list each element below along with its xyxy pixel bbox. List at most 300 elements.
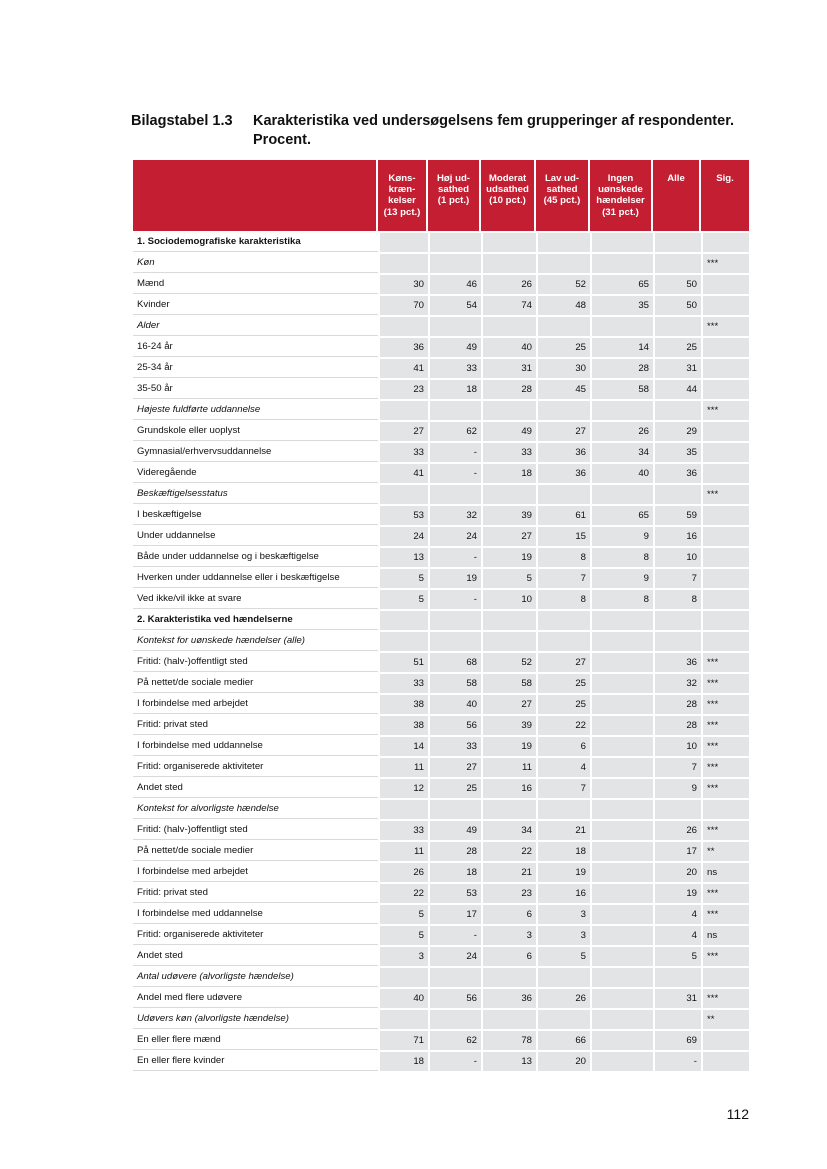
header-row-label-cell xyxy=(133,160,378,231)
value-cell: 40 xyxy=(590,462,653,483)
value-cell: 33 xyxy=(378,441,428,462)
value-cell: 58 xyxy=(590,378,653,399)
value-cell: 36 xyxy=(653,651,701,672)
row-label: Fritid: privat sted xyxy=(133,882,378,903)
value-cell: 25 xyxy=(428,777,481,798)
table-row xyxy=(133,924,749,945)
subheading-row xyxy=(133,798,749,819)
value-cell xyxy=(378,399,428,420)
value-cell xyxy=(590,798,653,819)
table-heading xyxy=(131,112,751,150)
value-cell: 36 xyxy=(536,441,590,462)
value-cell: 18 xyxy=(481,462,536,483)
value-cell xyxy=(428,399,481,420)
row-label: Fritid: organiserede aktiviteter xyxy=(133,924,378,945)
significance-cell: *** xyxy=(701,252,749,273)
value-cell xyxy=(428,630,481,651)
value-cell: 25 xyxy=(536,672,590,693)
value-cell xyxy=(590,861,653,882)
value-cell: 27 xyxy=(378,420,428,441)
value-cell: 21 xyxy=(481,861,536,882)
significance-cell: ns xyxy=(701,924,749,945)
table-row xyxy=(133,819,749,840)
row-label: Under uddannelse xyxy=(133,525,378,546)
row-label: En eller flere mænd xyxy=(133,1029,378,1050)
value-cell: 19 xyxy=(481,735,536,756)
table-row xyxy=(133,357,749,378)
significance-cell xyxy=(701,231,749,252)
row-label: Beskæftigelsesstatus xyxy=(133,483,378,504)
significance-cell: *** xyxy=(701,672,749,693)
value-cell: 8 xyxy=(536,546,590,567)
row-label: Grundskole eller uoplyst xyxy=(133,420,378,441)
table-body xyxy=(133,231,749,1071)
significance-cell xyxy=(701,609,749,630)
subheading-row xyxy=(133,252,749,273)
row-label: 16-24 år xyxy=(133,336,378,357)
value-cell: 5 xyxy=(481,567,536,588)
row-label: Køn xyxy=(133,252,378,273)
table-row xyxy=(133,588,749,609)
value-cell: 70 xyxy=(378,294,428,315)
row-label: 35-50 år xyxy=(133,378,378,399)
value-cell: - xyxy=(428,462,481,483)
value-cell xyxy=(481,483,536,504)
row-label: Højeste fuldførte uddannelse xyxy=(133,399,378,420)
value-cell: 18 xyxy=(536,840,590,861)
value-cell xyxy=(428,315,481,336)
row-label: En eller flere kvinder xyxy=(133,1050,378,1071)
value-cell: 33 xyxy=(378,672,428,693)
value-cell: 31 xyxy=(653,987,701,1008)
value-cell: 26 xyxy=(653,819,701,840)
value-cell: 20 xyxy=(536,1050,590,1071)
value-cell xyxy=(378,798,428,819)
significance-cell: ns xyxy=(701,861,749,882)
value-cell: 27 xyxy=(428,756,481,777)
column-header-moderat-udsathed: Moderat udsathed (10 pct.) xyxy=(481,160,536,231)
table-row xyxy=(133,294,749,315)
value-cell: 35 xyxy=(590,294,653,315)
value-cell xyxy=(590,252,653,273)
value-cell: 15 xyxy=(536,525,590,546)
row-label: Kvinder xyxy=(133,294,378,315)
value-cell: - xyxy=(428,546,481,567)
value-cell xyxy=(428,231,481,252)
value-cell: 10 xyxy=(481,588,536,609)
table-row xyxy=(133,441,749,462)
section-row xyxy=(133,231,749,252)
value-cell: 48 xyxy=(536,294,590,315)
row-label: I beskæftigelse xyxy=(133,504,378,525)
table-row xyxy=(133,987,749,1008)
value-cell: 7 xyxy=(653,567,701,588)
value-cell xyxy=(590,840,653,861)
value-cell: 49 xyxy=(428,819,481,840)
row-label: Andet sted xyxy=(133,777,378,798)
value-cell xyxy=(536,252,590,273)
value-cell xyxy=(428,483,481,504)
value-cell: 11 xyxy=(378,756,428,777)
value-cell xyxy=(481,630,536,651)
row-label: Ved ikke/vil ikke at svare xyxy=(133,588,378,609)
value-cell: 58 xyxy=(428,672,481,693)
value-cell: 6 xyxy=(536,735,590,756)
table-row xyxy=(133,336,749,357)
value-cell: 35 xyxy=(653,441,701,462)
significance-cell xyxy=(701,336,749,357)
section-row xyxy=(133,609,749,630)
significance-cell xyxy=(701,294,749,315)
value-cell xyxy=(653,315,701,336)
value-cell: 33 xyxy=(481,441,536,462)
table-row xyxy=(133,504,749,525)
value-cell xyxy=(481,252,536,273)
value-cell: 22 xyxy=(536,714,590,735)
value-cell: 27 xyxy=(536,420,590,441)
value-cell xyxy=(653,252,701,273)
row-label: 2. Karakteristika ved hændelserne xyxy=(133,609,378,630)
value-cell: 16 xyxy=(653,525,701,546)
value-cell xyxy=(590,777,653,798)
table-row xyxy=(133,756,749,777)
value-cell xyxy=(590,399,653,420)
value-cell: 39 xyxy=(481,714,536,735)
table-row xyxy=(133,546,749,567)
table-row xyxy=(133,525,749,546)
row-label: Antal udøvere (alvorligste hændelse) xyxy=(133,966,378,987)
value-cell: 12 xyxy=(378,777,428,798)
value-cell: 34 xyxy=(481,819,536,840)
row-label: Gymnasial/erhvervsuddannelse xyxy=(133,441,378,462)
value-cell xyxy=(428,609,481,630)
table-row xyxy=(133,462,749,483)
value-cell xyxy=(590,735,653,756)
value-cell xyxy=(536,315,590,336)
value-cell: 32 xyxy=(653,672,701,693)
value-cell: 19 xyxy=(481,546,536,567)
value-cell: 66 xyxy=(536,1029,590,1050)
significance-cell: *** xyxy=(701,945,749,966)
row-label: Hverken under uddannelse eller i beskæftigelse xyxy=(133,567,378,588)
value-cell xyxy=(481,1008,536,1029)
value-cell: 8 xyxy=(590,588,653,609)
value-cell: 62 xyxy=(428,420,481,441)
value-cell: 23 xyxy=(378,378,428,399)
significance-cell: *** xyxy=(701,819,749,840)
row-label: Kontekst for uønskede hændelser (alle) xyxy=(133,630,378,651)
value-cell: 40 xyxy=(481,336,536,357)
value-cell: 31 xyxy=(653,357,701,378)
row-label: Fritid: privat sted xyxy=(133,714,378,735)
row-label: I forbindelse med arbejdet xyxy=(133,861,378,882)
value-cell: 5 xyxy=(653,945,701,966)
value-cell: 25 xyxy=(653,336,701,357)
value-cell xyxy=(590,903,653,924)
value-cell: 17 xyxy=(653,840,701,861)
value-cell: 31 xyxy=(481,357,536,378)
value-cell: - xyxy=(653,1050,701,1071)
value-cell: 25 xyxy=(536,336,590,357)
value-cell: 3 xyxy=(536,924,590,945)
value-cell: 19 xyxy=(536,861,590,882)
row-label: Videregående xyxy=(133,462,378,483)
significance-cell: *** xyxy=(701,483,749,504)
column-header-ingen-haendelser: Ingen uønskede hændelser (31 pct.) xyxy=(590,160,653,231)
value-cell: 61 xyxy=(536,504,590,525)
value-cell: 62 xyxy=(428,1029,481,1050)
column-header-kraenkelser: Køns- kræn- kelser (13 pct.) xyxy=(378,160,428,231)
table-row xyxy=(133,693,749,714)
value-cell: 36 xyxy=(536,462,590,483)
table-row xyxy=(133,1050,749,1071)
significance-cell xyxy=(701,546,749,567)
significance-cell xyxy=(701,567,749,588)
column-header-lav-udsathed: Lav ud- sathed (45 pct.) xyxy=(536,160,590,231)
subheading-row xyxy=(133,630,749,651)
value-cell: 20 xyxy=(653,861,701,882)
table-row xyxy=(133,273,749,294)
value-cell xyxy=(378,252,428,273)
significance-cell: *** xyxy=(701,693,749,714)
row-label: 1. Sociodemografiske karakteristika xyxy=(133,231,378,252)
value-cell xyxy=(481,966,536,987)
value-cell: 27 xyxy=(536,651,590,672)
value-cell: 44 xyxy=(653,378,701,399)
value-cell: 54 xyxy=(428,294,481,315)
value-cell xyxy=(653,630,701,651)
value-cell xyxy=(536,798,590,819)
row-label: I forbindelse med uddannelse xyxy=(133,735,378,756)
row-label: Kontekst for alvorligste hændelse xyxy=(133,798,378,819)
significance-cell xyxy=(701,966,749,987)
significance-cell xyxy=(701,798,749,819)
significance-cell xyxy=(701,273,749,294)
table-row xyxy=(133,840,749,861)
value-cell: 9 xyxy=(590,525,653,546)
value-cell xyxy=(653,399,701,420)
value-cell: 65 xyxy=(590,273,653,294)
value-cell xyxy=(378,315,428,336)
subheading-row xyxy=(133,483,749,504)
value-cell xyxy=(481,609,536,630)
value-cell xyxy=(590,651,653,672)
table-row xyxy=(133,672,749,693)
value-cell: 50 xyxy=(653,273,701,294)
table-row xyxy=(133,945,749,966)
table-number: Bilagstabel 1.3 xyxy=(131,113,233,129)
value-cell xyxy=(378,1008,428,1029)
value-cell xyxy=(653,966,701,987)
value-cell: 38 xyxy=(378,693,428,714)
significance-cell: *** xyxy=(701,987,749,1008)
table-row xyxy=(133,735,749,756)
value-cell xyxy=(378,231,428,252)
value-cell: 26 xyxy=(590,420,653,441)
significance-cell xyxy=(701,441,749,462)
value-cell: 41 xyxy=(378,462,428,483)
value-cell: 11 xyxy=(378,840,428,861)
value-cell: 33 xyxy=(428,357,481,378)
significance-cell xyxy=(701,357,749,378)
value-cell: 68 xyxy=(428,651,481,672)
value-cell: 26 xyxy=(536,987,590,1008)
value-cell: 11 xyxy=(481,756,536,777)
value-cell xyxy=(590,987,653,1008)
value-cell: 13 xyxy=(481,1050,536,1071)
value-cell: 56 xyxy=(428,714,481,735)
value-cell: 19 xyxy=(653,882,701,903)
value-cell: 9 xyxy=(653,777,701,798)
value-cell: 33 xyxy=(378,819,428,840)
significance-cell: *** xyxy=(701,714,749,735)
value-cell: 6 xyxy=(481,945,536,966)
subheading-row xyxy=(133,315,749,336)
value-cell xyxy=(536,609,590,630)
value-cell: 25 xyxy=(536,693,590,714)
row-label: Fritid: (halv-)offentligt sted xyxy=(133,819,378,840)
subheading-row xyxy=(133,966,749,987)
value-cell: 8 xyxy=(536,588,590,609)
significance-cell: ** xyxy=(701,1008,749,1029)
value-cell xyxy=(590,609,653,630)
data-table xyxy=(133,160,749,1071)
value-cell: 59 xyxy=(653,504,701,525)
significance-cell: *** xyxy=(701,756,749,777)
value-cell: 8 xyxy=(590,546,653,567)
table-row xyxy=(133,420,749,441)
value-cell: 24 xyxy=(378,525,428,546)
row-label: Andet sted xyxy=(133,945,378,966)
value-cell: 18 xyxy=(378,1050,428,1071)
value-cell: 74 xyxy=(481,294,536,315)
value-cell xyxy=(536,483,590,504)
row-label: 25-34 år xyxy=(133,357,378,378)
value-cell xyxy=(536,231,590,252)
table-row xyxy=(133,378,749,399)
value-cell: 5 xyxy=(378,567,428,588)
significance-cell: *** xyxy=(701,882,749,903)
value-cell xyxy=(590,1029,653,1050)
value-cell xyxy=(536,399,590,420)
value-cell: 40 xyxy=(378,987,428,1008)
significance-cell: ** xyxy=(701,840,749,861)
value-cell xyxy=(590,1050,653,1071)
value-cell xyxy=(590,1008,653,1029)
table-row xyxy=(133,651,749,672)
value-cell: 53 xyxy=(428,882,481,903)
value-cell: 5 xyxy=(536,945,590,966)
value-cell xyxy=(590,882,653,903)
row-label: Både under uddannelse og i beskæftigelse xyxy=(133,546,378,567)
value-cell: 4 xyxy=(536,756,590,777)
table-title: Karakteristika ved undersøgelsens fem grupperinger af respondenter. Procent. xyxy=(253,113,735,148)
table-row xyxy=(133,777,749,798)
significance-cell: *** xyxy=(701,651,749,672)
value-cell: 13 xyxy=(378,546,428,567)
value-cell: 10 xyxy=(653,546,701,567)
value-cell xyxy=(536,1008,590,1029)
value-cell xyxy=(653,798,701,819)
value-cell: 50 xyxy=(653,294,701,315)
value-cell: - xyxy=(428,441,481,462)
significance-cell xyxy=(701,588,749,609)
value-cell: 51 xyxy=(378,651,428,672)
value-cell xyxy=(590,693,653,714)
value-cell: 5 xyxy=(378,588,428,609)
value-cell: 36 xyxy=(481,987,536,1008)
value-cell: 7 xyxy=(536,567,590,588)
value-cell: 6 xyxy=(481,903,536,924)
value-cell: 27 xyxy=(481,693,536,714)
value-cell: 5 xyxy=(378,924,428,945)
value-cell: 28 xyxy=(481,378,536,399)
value-cell: 14 xyxy=(378,735,428,756)
row-label: I forbindelse med uddannelse xyxy=(133,903,378,924)
value-cell: 34 xyxy=(590,441,653,462)
value-cell xyxy=(481,231,536,252)
value-cell: 65 xyxy=(590,504,653,525)
value-cell: 4 xyxy=(653,903,701,924)
value-cell xyxy=(428,966,481,987)
value-cell: 18 xyxy=(428,861,481,882)
value-cell: 29 xyxy=(653,420,701,441)
row-label: Fritid: organiserede aktiviteter xyxy=(133,756,378,777)
value-cell xyxy=(378,630,428,651)
value-cell xyxy=(590,819,653,840)
value-cell xyxy=(428,798,481,819)
row-label: Fritid: (halv-)offentligt sted xyxy=(133,651,378,672)
value-cell: 16 xyxy=(481,777,536,798)
value-cell: 19 xyxy=(428,567,481,588)
significance-cell xyxy=(701,420,749,441)
table-header-row xyxy=(133,160,749,231)
value-cell xyxy=(481,798,536,819)
significance-cell xyxy=(701,630,749,651)
row-label: Mænd xyxy=(133,273,378,294)
value-cell: 36 xyxy=(653,462,701,483)
column-header-hoej-udsathed: Høj ud- sathed (1 pct.) xyxy=(428,160,481,231)
value-cell: 7 xyxy=(653,756,701,777)
significance-cell: *** xyxy=(701,777,749,798)
value-cell: 49 xyxy=(428,336,481,357)
value-cell: 24 xyxy=(428,525,481,546)
row-label: Andel med flere udøvere xyxy=(133,987,378,1008)
table-row xyxy=(133,1029,749,1050)
value-cell: 24 xyxy=(428,945,481,966)
table-row xyxy=(133,567,749,588)
value-cell: 38 xyxy=(378,714,428,735)
subheading-row xyxy=(133,399,749,420)
value-cell: 30 xyxy=(536,357,590,378)
value-cell xyxy=(590,756,653,777)
value-cell: 3 xyxy=(378,945,428,966)
value-cell: 3 xyxy=(481,924,536,945)
value-cell: 41 xyxy=(378,357,428,378)
value-cell xyxy=(378,609,428,630)
value-cell xyxy=(653,609,701,630)
value-cell: 14 xyxy=(590,336,653,357)
value-cell: 26 xyxy=(378,861,428,882)
value-cell: 56 xyxy=(428,987,481,1008)
value-cell: 8 xyxy=(653,588,701,609)
value-cell xyxy=(590,483,653,504)
value-cell: 3 xyxy=(536,903,590,924)
value-cell: 30 xyxy=(378,273,428,294)
value-cell: 71 xyxy=(378,1029,428,1050)
value-cell: 32 xyxy=(428,504,481,525)
row-label: Udøvers køn (alvorligste hændelse) xyxy=(133,1008,378,1029)
